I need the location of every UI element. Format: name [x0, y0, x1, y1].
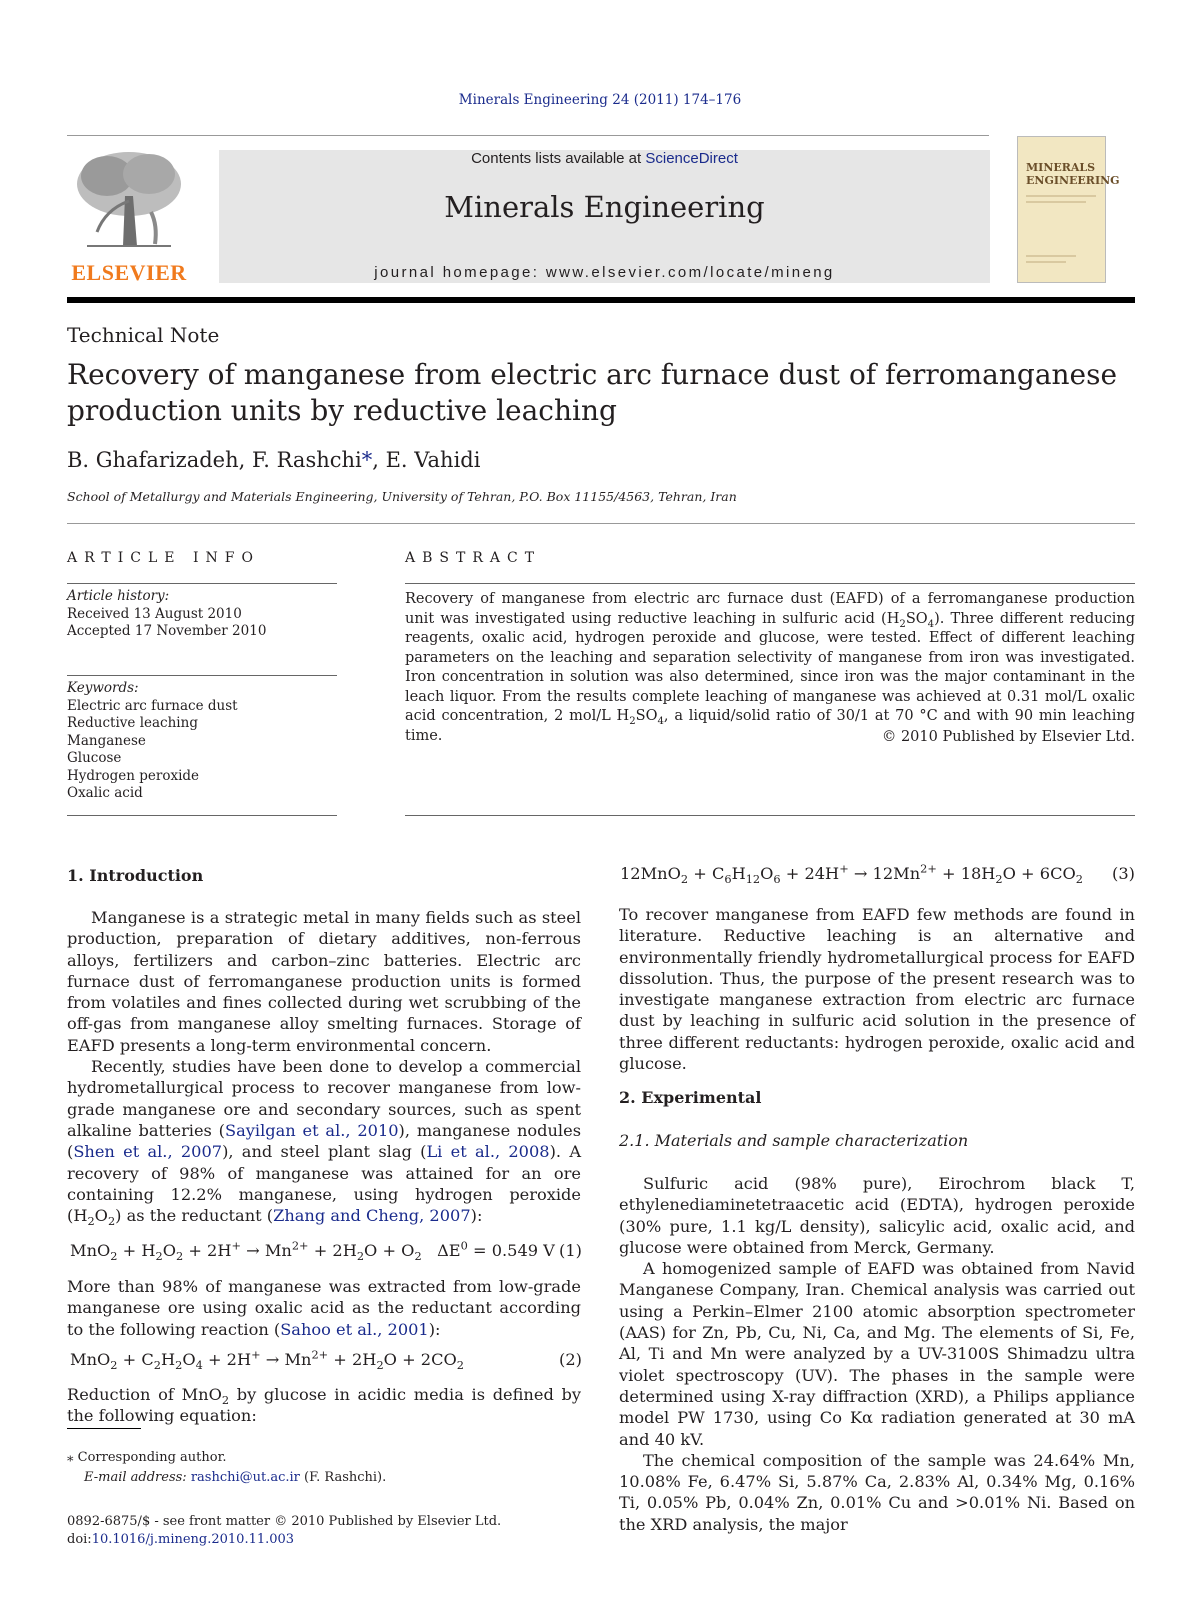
text-fragment: Reduction of MnO [67, 1385, 222, 1404]
paragraph: The chemical composition of the sample was 24.64% Mn, 10.08% Fe, 6.47% Si, 5.87% Ca, 2.83% Al, 0.34% Mg, 0.16% Ti, 0.05% Pb, 0.04% Zn, 0.01% Cu and >0.01% Ni. Based on the XRD analysis, the major [619, 1450, 1135, 1534]
abstract-bottom-rule [405, 815, 1135, 816]
cover-decoration [1026, 195, 1096, 197]
article-history [67, 588, 337, 641]
subscript: 2 [107, 1214, 116, 1229]
keyword-item: Oxalic acid [67, 785, 143, 801]
article-title: Recovery of manganese from electric arc furnace dust of ferromanganese production units by reductive leaching [67, 358, 1118, 427]
text-fragment: by glucose in acidic media is defined by the following equation: [67, 1385, 581, 1426]
subscript: 2 [87, 1214, 95, 1229]
abstract-text [405, 590, 1135, 746]
elsevier-tree-icon [67, 146, 191, 256]
authors-text: , E. Vahidi [372, 448, 481, 472]
sciencedirect-link[interactable]: ScienceDirect [645, 150, 738, 167]
keyword-item: Manganese [67, 732, 146, 749]
keyword-item: Reductive leaching [67, 715, 198, 731]
affiliation: School of Metallurgy and Materials Engineering, University of Tehran, P.O. Box 11155/4563, Tehran, Iran [67, 489, 737, 504]
keywords-label: Keywords: [67, 680, 139, 696]
reference-link[interactable]: Sayilgan et al., 2010 [225, 1120, 399, 1140]
text-fragment: ): [428, 1319, 441, 1339]
contents-prefix: Contents lists available at [471, 150, 646, 167]
subscript: 4 [927, 618, 935, 630]
keyword-item: Hydrogen peroxide [67, 767, 200, 784]
abstract-copyright: © 2010 Published by Elsevier Ltd. [881, 729, 1135, 745]
article-info-rule [67, 583, 337, 584]
article-info-heading: ARTICLE INFO [67, 550, 260, 566]
equation-2: $MnO_2 + C_2H_2O_4 + 2H^+ \to Mn^{2+} + 2H_2O + 2CO_2$ [70, 1347, 464, 1373]
email-note [67, 1470, 386, 1485]
subscript: 2 [221, 1393, 230, 1408]
corresponding-author-mark[interactable]: * [361, 448, 373, 472]
footnote-rule [67, 1428, 141, 1429]
intro-paragraph-1: Manganese is a strategic metal in many fields such as steel production, preparation of dietary additives, non-ferrous alloys, fertilizers and carbon–zinc batteries. Electric arc furnace dust of ferromanganese production units is formed from volatiles and fines collected during wet scrubbing of the off-gas from manganese alloy smelting furnaces. Storage of EAFD presents a long-term environmental concern. [67, 908, 581, 1055]
abstract-fragment: SO [635, 708, 658, 724]
keywords-block [67, 680, 337, 803]
subscript: 4 [657, 715, 664, 727]
intro-paragraph-2 [67, 1056, 582, 1229]
equation-2-number: (2) [559, 1350, 582, 1369]
intro-paragraphs [67, 907, 582, 1229]
paragraph: To recover manganese from EAFD few methods are found in literature. Reductive leaching is an alternative and environmentally friendly hydrometallurgical process for EAFD dissolution. Thus, the purpose of the present research was to investigate manganese extraction from electric arc furnace dust by leaching in sulfuric acid solution in the presence of three different reductants: hydrogen peroxide, oxalic acid and glucose. [619, 905, 1135, 1074]
text-fragment: O [94, 1206, 108, 1226]
reference-link[interactable]: Li et al., 2008 [426, 1142, 550, 1162]
abstract-fragment: , a liquid/solid ratio of 30/1 at 70 °C and with 90 min leaching time. [405, 708, 1135, 744]
corresponding-author-note: ⁎ Corresponding author. [67, 1450, 227, 1465]
keywords-rule [67, 675, 337, 676]
equation-1-number: (1) [559, 1241, 582, 1260]
author-list [67, 448, 480, 472]
reference-link[interactable]: Shen et al., 2007 [73, 1142, 223, 1162]
contents-line [219, 150, 990, 167]
authors-text: B. Ghafarizadeh, F. Rashchi [67, 448, 362, 472]
text-fragment: ) as the reductant ( [115, 1206, 274, 1226]
article-info-bottom-rule [67, 815, 337, 816]
subscript: 2 [629, 715, 636, 727]
journal-citation[interactable]: Minerals Engineering 24 (2011) 174–176 [458, 92, 742, 108]
abstract-heading: ABSTRACT [405, 550, 542, 566]
paragraph [67, 1384, 581, 1427]
text-fragment: ): [470, 1206, 483, 1226]
elsevier-wordmark: ELSEVIER [71, 260, 187, 285]
paragraph: A homogenized sample of EAFD was obtained from Navid Manganese Company, Iran. Chemical analysis was carried out using a Perkin–Elmer 2100 atomic absorption spectrometer (AAS) for Zn, Pb, Cu, Ni, Ca, and Mg. The elements of Si, Fe, Al, Ti and Mn were analyzed by a UV-3100S Shimadzu ultra violet spectroscopy (UV). The phases in the sample were determined using X-ray diffraction (XRD), a Philips appliance model PW 1730, using Co Kα radiation generated at 30 mA and 40 kV. [619, 1259, 1135, 1449]
abstract-fragment: ). Three different reducing reagents, oxalic acid, hydrogen peroxide and glucose, were tested. Effect of different leaching parameters on the leaching and separation selectivity of manganese from iron was investigated. Iron concentration in solution was also determined, since iron was the major contaminant in the leach liquor. From the results complete leaching of manganese was achieved at 0.31 mol/L oxalic acid concentration, 2 mol/L H [405, 610, 1135, 724]
reference-link[interactable]: Zhang and Cheng, 2007 [273, 1206, 471, 1226]
subscript: 2 [899, 618, 906, 630]
journal-cover-thumbnail [1017, 136, 1120, 283]
abstract-rule [405, 583, 1135, 584]
article-type: Technical Note [67, 323, 220, 347]
email-link[interactable]: rashchi@ut.ac.ir [190, 1470, 300, 1485]
section-rule [67, 523, 1135, 524]
text-fragment: More than 98% of manganese was extracted from low-grade manganese ore using oxalic acid as the reductant according to the following reaction ( [67, 1277, 581, 1339]
journal-name: Minerals Engineering [444, 190, 765, 224]
history-label: Article history: [67, 588, 170, 604]
text-fragment: ), manganese nodules ( [67, 1120, 581, 1162]
cover-decoration [1026, 255, 1076, 257]
keyword-item: Glucose [67, 750, 122, 766]
email-label: E-mail address: [84, 1470, 191, 1485]
materials-subheading: 2.1. Materials and sample characterization [619, 1131, 969, 1150]
text-fragment: Recently, studies have been done to develop a commercial hydrometallurgical process to recover manganese from low-grade manganese ore and secondary sources, such as spent alkaline batteries ( [67, 1057, 581, 1140]
issn-line: 0892-6875/$ - see front matter © 2010 Published by Elsevier Ltd. [67, 1514, 502, 1529]
doi-link[interactable]: 10.1016/j.mineng.2010.11.003 [91, 1532, 295, 1547]
text-fragment: ). A recovery of 98% of manganese was attained for an ore containing 12.2% manganese, using hydrogen peroxide (H [67, 1142, 582, 1226]
intro-paragraph-4 [67, 1384, 581, 1427]
equation-3: $12MnO_2 + C_6H_{12}O_6 + 24H^+ \to 12Mn^{2+} + 18H_2O + 6CO_2$ [620, 861, 1083, 887]
intro-paragraph-3 [67, 1276, 581, 1340]
paragraph [67, 1276, 581, 1340]
header-top-rule [67, 135, 989, 136]
reference-link[interactable]: Sahoo et al., 2001 [280, 1319, 429, 1339]
paragraph: Sulfuric acid (98% pure), Eirochrom black T, ethylenediaminetetraacetic acid (EDTA), hydrogen peroxide (30% pure, 1.1 kg/L density), salicylic acid, oxalic acid, and glucose were obtained from Merck, Germany. [619, 1174, 1135, 1257]
right-paragraph-1 [619, 904, 1135, 1074]
experimental-heading: 2. Experimental [619, 1088, 762, 1107]
doi-label: doi: [67, 1532, 92, 1547]
text-fragment: ), and steel plant slag ( [222, 1142, 427, 1162]
received-date: Received 13 August 2010 [67, 605, 242, 622]
abstract-fragment: Recovery of manganese from electric arc furnace dust (EAFD) of a ferromanganese production unit was investigated using reductive leaching in sulfuric acid (H [405, 591, 1135, 627]
intro-heading: 1. Introduction [67, 866, 204, 885]
equation-1: $MnO_2 + H_2O_2 + 2H^+ \to Mn^{2+} + 2H_2O + O_2$ $\Delta E^0 = 0.549$ V [70, 1238, 555, 1264]
keyword-item: Electric arc furnace dust [67, 697, 238, 714]
cover-title: MINERALS ENGINEERING [1026, 161, 1120, 187]
cover-decoration [1026, 201, 1086, 203]
header-thick-rule [67, 297, 1135, 303]
elsevier-logo [67, 146, 191, 286]
abstract-fragment: SO [905, 610, 928, 627]
journal-homepage[interactable]: journal homepage: www.elsevier.com/locate/mineng [374, 264, 835, 281]
accepted-date: Accepted 17 November 2010 [67, 623, 267, 639]
email-suffix: (F. Rashchi). [299, 1470, 387, 1485]
cover-decoration [1026, 261, 1066, 263]
experimental-paragraphs [619, 1173, 1135, 1535]
equation-3-number: (3) [1112, 864, 1135, 883]
doi-line [67, 1532, 294, 1547]
